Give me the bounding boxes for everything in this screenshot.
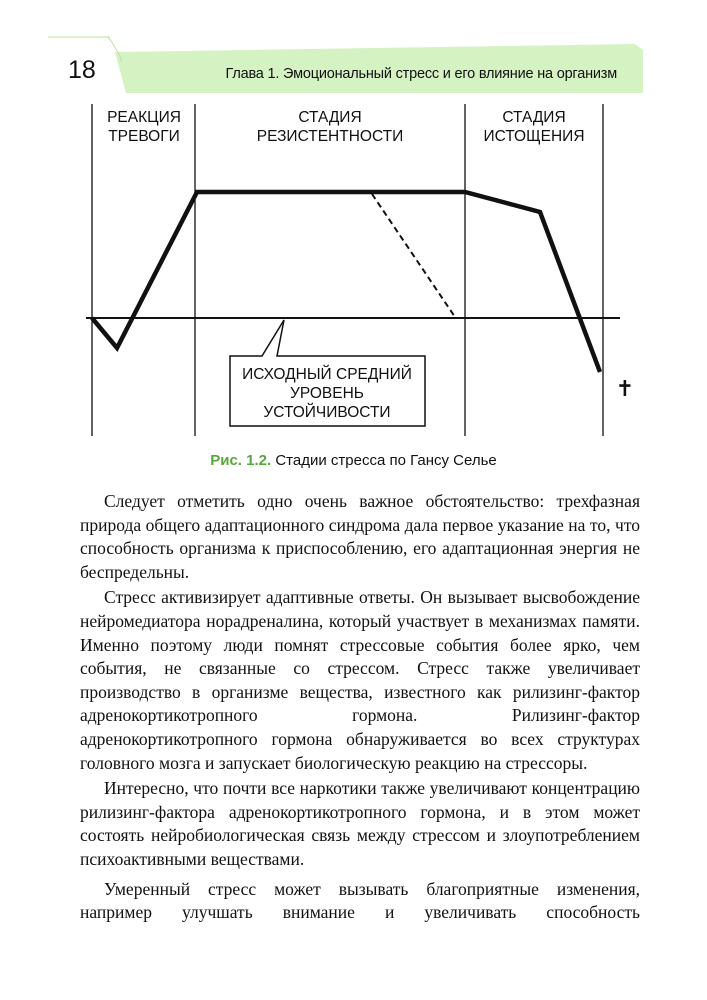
callout-line3: УСТОЙЧИВОСТИ — [263, 404, 391, 421]
figure-caption-label: Рис. 1.2. — [210, 452, 272, 469]
figure-caption — [0, 452, 707, 469]
callout-line1: ИСХОДНЫЙ СРЕДНИЙ — [242, 366, 412, 383]
death-cross-icon: ✝ — [615, 377, 635, 402]
stage-alarm-title-line2: ТРЕВОГИ — [108, 128, 180, 145]
paragraph: Следует отметить одно очень важное обстоятельство: трехфазная природа общего адаптационного синдрома дала первое указание на то, что способность организма к приспособлению, его адаптационная энергия не беспредельны. — [80, 491, 640, 582]
callout-line2: УРОВЕНЬ — [290, 385, 364, 402]
page-number: 18 — [68, 56, 96, 84]
stress-curve — [92, 192, 600, 372]
stage-resistance-title-line1: СТАДИЯ — [298, 109, 362, 126]
stage-alarm-title-line1: РЕАКЦИЯ — [107, 109, 181, 126]
stage-exhaustion-title-line1: СТАДИЯ — [502, 109, 566, 126]
paragraph: Стресс активизирует адаптивные ответы. Он вызывает высвобождение нейромедиатора норадреналина, который участвует в механизмах памяти. Именно поэтому люди помнят стрессовые события более ярко, чем события, не связанные со стрессом. Стресс также увеличивает производство в организме вещества, известного как рилизинг-фактор адренокортикотропного гормона. Рилизинг-фактор адренокортикотропного гормона обнаруживается во всех структурах головного мозга и запускает биологическую реакцию на стрессоры. — [80, 587, 640, 773]
figure-caption-text: Стадии стресса по Гансу Селье — [271, 452, 497, 469]
running-title: Глава 1. Эмоциональный стресс и его влияние на организм — [225, 66, 617, 82]
alternative-curve-dashed — [372, 194, 455, 317]
header-band — [0, 0, 707, 110]
stage-resistance-title-line2: РЕЗИСТЕНТНОСТИ — [256, 128, 404, 145]
paragraph: Интересно, что почти все наркотики также увеличивают концентрацию рилизинг-фактора адренокортикотропного гормона, и в этом может состоять нейробиологическая связь между стрессом и злоупотреблением психоактивными веществами. — [80, 778, 640, 869]
body-text — [80, 490, 640, 927]
stage-exhaustion-title-line2: ИСТОЩЕНИЯ — [483, 128, 585, 145]
stress-stages-diagram — [0, 100, 707, 450]
paragraph: Умеренный стресс может вызывать благоприятные изменения, например улучшать внимание и увеличивать способность — [80, 878, 640, 923]
